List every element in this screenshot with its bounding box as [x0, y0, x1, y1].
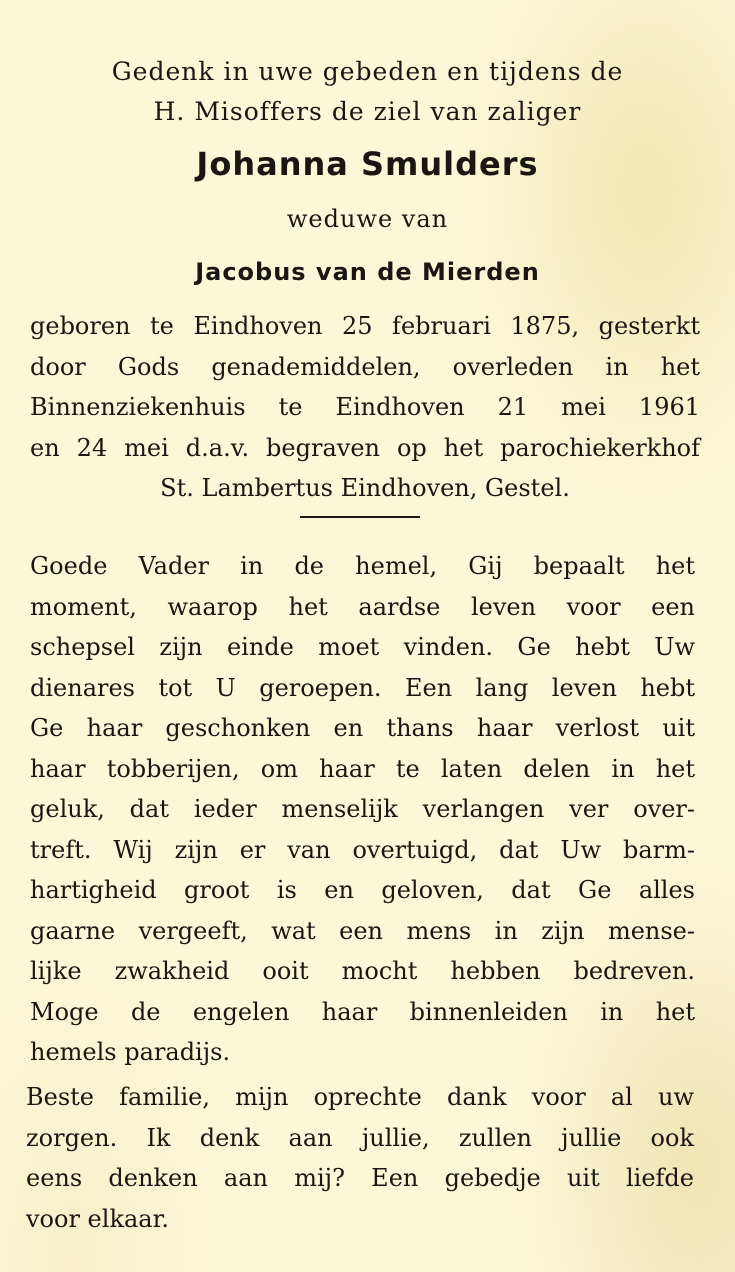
prayer-line: gaarne vergeeft, wat een mens in zijn mense- — [30, 916, 695, 945]
biography-line: en 24 mei d.a.v. begraven op het parochiekerkhof — [30, 433, 700, 462]
deceased-name: Johanna Smulders — [196, 145, 539, 183]
thanks-line: voor elkaar. — [26, 1204, 170, 1233]
divider-rule — [300, 516, 420, 518]
intro-line: Gedenk in uwe gebeden en tijdens de — [111, 57, 624, 86]
thanks-line: eens denken aan mij? Een gebedje uit liefde — [26, 1164, 694, 1192]
prayer-line: haar tobberijen, om haar te laten delen in het — [30, 754, 695, 783]
thanks-paragraph — [26, 1077, 694, 1239]
intro-line: H. Misoffers de ziel van zaliger — [153, 97, 582, 126]
prayer-line: Moge de engelen haar binnenleiden in het — [30, 997, 695, 1026]
biography-line: door Gods genademiddelen, overleden in het — [30, 352, 700, 381]
thanks-line: zorgen. Ik denk aan jullie, zullen jullie ook — [26, 1123, 694, 1152]
prayer-line: moment, waarop het aardse leven voor een — [30, 592, 695, 621]
prayer-line: dienares tot U geroepen. Een lang leven hebt — [30, 673, 695, 702]
biography-line: St. Lambertus Eindhoven, Gestel. — [160, 474, 570, 502]
biography-line: Binnenziekenhuis te Eindhoven 21 mei 1961 — [30, 393, 700, 421]
prayer-line: treft. Wij zijn er van overtuigd, dat Uw barm- — [30, 835, 695, 864]
biography-paragraph — [30, 306, 700, 509]
prayer-line: Ge haar geschonken en thans haar verlost uit — [30, 714, 695, 742]
prayer-line: Goede Vader in de hemel, Gij bepaalt het — [30, 552, 695, 580]
prayer-line: hemels paradijs. — [30, 1038, 231, 1066]
thanks-line: Beste familie, mijn oprechte dank voor al uw — [26, 1083, 694, 1111]
prayer-line: schepsel zijn einde moet vinden. Ge hebt Uw — [30, 633, 695, 661]
prayer-line: geluk, dat ieder menselijk verlangen ver over- — [30, 795, 695, 823]
biography-line: geboren te Eindhoven 25 februari 1875, gesterkt — [30, 312, 700, 340]
prayer-line: hartigheid groot is en geloven, dat Ge alles — [30, 876, 695, 904]
relation-text: weduwe van — [286, 205, 449, 233]
spouse-name: Jacobus van de Mierden — [195, 258, 540, 286]
prayer-line: lijke zwakheid ooit mocht hebben bedreven. — [30, 957, 695, 985]
prayer-paragraph — [30, 546, 695, 1073]
